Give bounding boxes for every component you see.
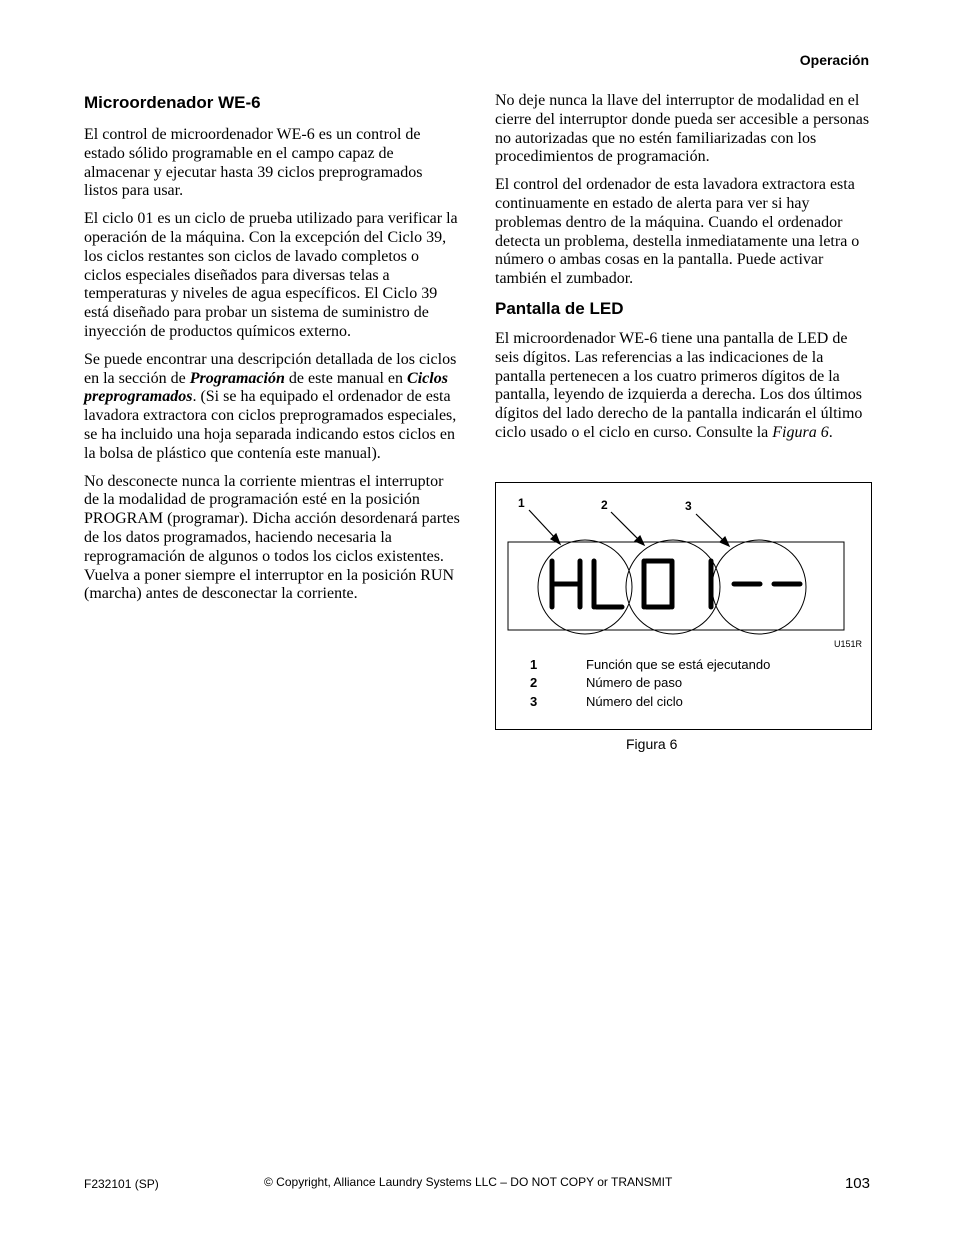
paragraph: El control de microordenador WE-6 es un control de estado sólido programable en el campo capaz de almacenar y ejecutar hasta 39 ciclos preprogramados listos para usar. [84,126,423,200]
reference-ciclos-preprogramados: Ciclos preprogramados [84,369,448,406]
callout-label-2: 2 [601,498,608,512]
arrow-1 [529,510,556,539]
paragraph: El control del ordenador de esta lavadora extractora esta continuamente en estado de alerta para ver si hay problemas dentro de la máquina. Cuando el ordenador detecta un problema, destella inmediatamente una letra o número o ambas cosas en la pantalla. Puede activar también el zumbador. [495,176,860,288]
paragraph: No desconecte nunca la corriente mientras el interruptor de la modalidad de programación esté en la posición PROGRAM (programar). Dicha acción desordenará partes de los datos programados, haciendo necesaria la reprogramación de algunos o todos los ciclos existentes. Vuelva a poner siempre el interruptor en la posición RUN (marcha) antes de desconectar la corriente. [84,472,460,603]
paragraph: El microordenador WE-6 tiene una pantalla de LED de seis dígitos. Las referencias a las indicaciones de la pantalla pertenecen a los cuatro primeros dígitos de la pantalla, leyendo de izquierda a derecha. Los dos últimos dígitos del lado derecho de la pantalla indicarán el último ciclo usado o el ciclo en curso. Consulte la Figura 6. [495,329,863,441]
figure-code: U151R [833,639,862,649]
callout-label-3: 3 [685,499,692,513]
reference-programacion: Programación [189,369,285,387]
arrow-2 [611,512,640,541]
figure-legend [530,655,770,711]
page-number: 103 [844,1175,870,1192]
left-column [84,92,460,613]
legend-item: 3 Número del ciclo [530,693,683,709]
legend-item: 1 Función que se está ejecutando [530,656,771,672]
paragraph: Se puede encontrar una descripción detallada de los ciclos en la sección de Programación de este manual en Ciclos preprogramados. (Si se ha equipado el ordenador de esta lavadora extractora con ciclos preprogramados especiales, se ha incluido una hoja separada indicando estos ciclos en la bolsa de plástico que contenía este manual). [84,350,457,462]
figure-caption: Figura 6 [626,736,678,752]
paragraph: No deje nunca la llave del interruptor de modalidad en el cierre del interruptor donde pueda ser accesible a personas no autorizadas que no estén familiarizadas con los procedimientos de programación. [495,92,870,166]
right-column [495,92,873,452]
led-segments [552,561,800,607]
running-header-section: Operación [799,52,869,68]
section-heading-pantalla-led: Pantalla de LED [495,298,624,318]
arrow-3 [696,514,725,542]
footer-copyright: © Copyright, Alliance Laundry Systems LLC – DO NOT COPY or TRANSMIT [264,1175,673,1189]
paragraph: El ciclo 01 es un ciclo de prueba utilizado para verificar la operación de la máquina. Con la excepción del Ciclo 39, los ciclos restantes son ciclos de lavado completos o ciclos especiales diseñados para diversas telas a temperaturas y niveles de agua específicos. El Ciclo 39 está diseñado para probar un sistema de suministro de inyección de productos químicos externo. [84,210,458,340]
legend-item: 2 Número de paso [530,675,683,691]
callout-circle-3 [712,540,806,634]
figure-reference: Figura 6 [772,423,829,441]
footer-document-id: F232101 (SP) [84,1177,159,1191]
section-heading-microordenador: Microordenador WE-6 [84,93,261,112]
callout-label-1: 1 [518,496,525,510]
led-display-figure [495,482,872,730]
